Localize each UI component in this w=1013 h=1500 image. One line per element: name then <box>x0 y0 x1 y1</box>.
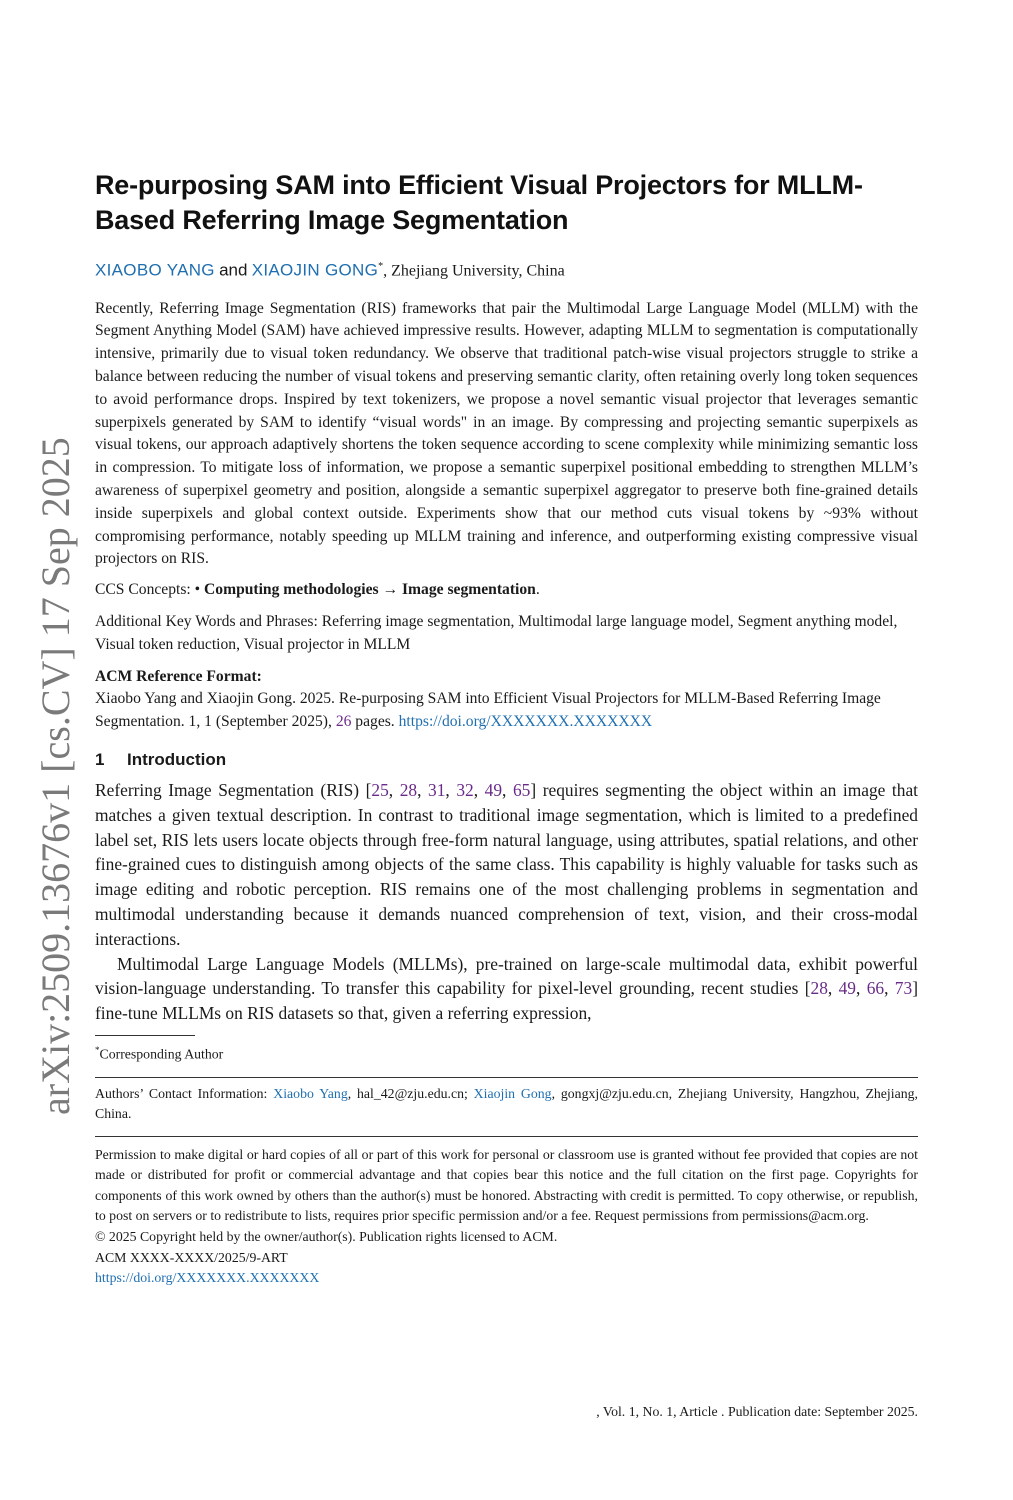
copyright-line: © 2025 Copyright held by the owner/author(s). Publication rights licensed to ACM. <box>95 1228 558 1244</box>
intro-paragraph-1: Referring Image Segmentation (RIS) [25, 28, 31, 32, 49, 65] requires segmenting the object within an image that matches a given textual description. In contrast to traditional image segmentation, which is limited to a predefined label set, RIS lets users locate objects through free-form natural language, using attributes, spatial relations, and other fine-grained cues to distinguish among objects of the same class. This capability is highly valuable for tasks such as image editing and robotic perception. RIS remains one of the most challenging problems in segmentation and multimodal understanding because it demands nuanced comprehension of text, vision, and their cross-modal interactions. <box>95 780 919 949</box>
doi-link[interactable]: https://doi.org/XXXXXXX.XXXXXXX <box>398 713 653 731</box>
permission-notice: Permission to make digital or hard copies of all or part of this work for personal or classroom use is granted without fee provided that copies are not made or distributed for profit or commercial advantage and that copies bear this notice and the full citation on the first page. Copyrights for components of this work owned by others than the author(s) must be honored. Abstracting with credit is permitted. To copy otherwise, or republish, to post on servers or to redistribute to lists, requires prior specific permission and/or a fee. Request permissions from permissions@acm.org. <box>95 1146 918 1224</box>
arxiv-identifier-stamp: arXiv:2509.13676v1 [cs.CV] 17 Sep 2025 <box>33 437 78 1115</box>
intro-p1-text-b: ] requires segmenting the object within an image that matches a given textual description. In contrast to traditional image segmentation, which is limited to a predefined label set, RIS lets users locate objects through free-form natural language, using attributes, spatial relations, and other fine-grained cues to distinguish among objects of the same class. This capability is highly valuable for tasks such as image editing and robotic perception. RIS remains one of the most challenging problems in segmentation and multimodal understanding because it demands nuanced comprehension of text, vision, and their cross-modal interactions. <box>95 780 919 949</box>
pages-word: pages. <box>351 713 395 731</box>
contact-email-2: , gongxj@zju.edu.cn, Zhejiang University, Hangzhou, Zhejiang, China. <box>95 1085 918 1121</box>
ccs-end: . <box>535 581 540 599</box>
footnote-text: Corresponding Author <box>99 1046 224 1062</box>
publication-footer: , Vol. 1, No. 1, Article . Publication date: September 2025. <box>596 1404 918 1419</box>
footer-doi-link[interactable]: https://doi.org/XXXXXXX.XXXXXXX <box>95 1270 320 1286</box>
author-affiliation: , Zhejiang University, China <box>383 262 565 280</box>
contact-email-1: , hal_42@zju.edu.cn; <box>347 1085 474 1101</box>
intro-p2-text-a: Multimodal Large Language Models (MLLMs), pre-trained on large-scale multimodal data, exhibit powerful vision-language understanding. To transfer this capability for pixel-level grounding, recent studies [ <box>95 953 918 999</box>
citation-link[interactable]: 49 <box>838 978 856 999</box>
ccs-subconcept: Image segmentation <box>401 581 536 599</box>
acm-reference-heading: ACM Reference Format: <box>95 667 262 685</box>
acm-reference <box>95 688 918 734</box>
citation-link[interactable]: 73 <box>894 978 913 999</box>
permission-divider <box>95 1136 918 1137</box>
corresponding-author-mark: * <box>378 261 384 272</box>
author-contact-information <box>95 1084 918 1124</box>
author-link-xiaobo-yang[interactable]: XIAOBO YANG <box>95 260 215 280</box>
footnote-divider <box>95 1035 195 1036</box>
keywords: Additional Key Words and Phrases: Referring image segmentation, Multimodal large language model, Segment anything model, Visual token reduction, Visual projector in MLLM <box>95 613 898 653</box>
contact-label: Authors’ Contact Information: <box>95 1085 274 1101</box>
author-conjunction: and <box>219 260 248 280</box>
introduction-body <box>95 778 918 1026</box>
acm-isbn-line: ACM XXXX-XXXX/2025/9-ART <box>95 1249 288 1265</box>
contact-link-xiaobo-yang[interactable]: Xiaobo Yang <box>273 1085 348 1101</box>
intro-paragraph-2: Multimodal Large Language Models (MLLMs), pre-trained on large-scale multimodal data, exhibit powerful vision-language understanding. To transfer this capability for pixel-level grounding, recent studies [28, 49, 66, 73] fine-tune MLLMs on RIS datasets so that, given a referring expression, <box>95 953 918 1024</box>
footnote-mark: * <box>95 1044 100 1055</box>
ccs-concept: Computing methodologies <box>204 581 379 599</box>
citation-link[interactable]: 49 <box>484 780 503 800</box>
citation-link[interactable]: 25 <box>371 780 389 800</box>
citation-link[interactable]: 66 <box>866 978 885 999</box>
citation-link[interactable]: 32 <box>456 780 474 800</box>
intro-p1-text-a: Referring Image Segmentation (RIS) [ <box>95 780 372 800</box>
ccs-label: CCS Concepts: • <box>95 581 201 599</box>
citation-link[interactable]: 28 <box>399 780 418 800</box>
pages-count-link[interactable]: 26 <box>335 713 352 731</box>
citation-link[interactable]: 65 <box>512 780 531 800</box>
section-heading-introduction <box>95 748 918 772</box>
section-title: Introduction <box>127 750 227 769</box>
abstract: Recently, Referring Image Segmentation (RIS) frameworks that pair the Multimodal Large Language Model (MLLM) with the Segment Anything Model (SAM) have achieved impressive results. However, adapting MLLM to segmentation is computationally intensive, primarily due to visual token redundancy. We observe that traditional patch-wise visual projectors struggle to strike a balance between reducing the number of visual tokens and preserving semantic clarity, often retaining overly long token sequences to avoid performance drops. Inspired by text tokenizers, we propose a novel semantic visual projector that leverages semantic superpixels generated by SAM to identify “visual words" in an image. By compressing and projecting semantic superpixels as visual tokens, our approach adaptively shortens the token sequence according to scene complexity while minimizing semantic loss in compression. To mitigate loss of information, we propose a semantic superpixel positional embedding to strengthen MLLM’s awareness of superpixel geometry and position, alongside a semantic superpixel aggregator to preserve both fine-grained details inside superpixels and global context outside. Experiments show that our method cuts visual tokens by ~93% without compromising performance, notably speeding up MLLM training and inference, and outperforming existing compressive visual projectors on RIS. <box>95 299 918 568</box>
paper-title: Re-purposing SAM into Efficient Visual Projectors for MLLM-Based Referring Image Segmentation <box>95 170 863 235</box>
author-link-xiaojin-gong[interactable]: XIAOJIN GONG <box>251 260 379 280</box>
citation-link[interactable]: 31 <box>428 780 446 800</box>
author-line <box>95 255 918 284</box>
paper-first-page <box>95 168 918 1289</box>
citation-link[interactable]: 28 <box>810 978 828 999</box>
intro-p2-text-b: ] fine-tune MLLMs on RIS datasets so that, given a referring expression, <box>95 978 918 1024</box>
ccs-arrow: → <box>378 581 402 599</box>
section-number: 1 <box>95 750 105 769</box>
contact-divider <box>95 1077 918 1078</box>
footnote <box>95 1040 918 1065</box>
acm-reference-text: Xiaobo Yang and Xiaojin Gong. 2025. Re-purposing SAM into Efficient Visual Projectors for MLLM-Based Referring Image Segmentation. 1, 1 (September 2025), <box>95 690 881 731</box>
ccs-concepts <box>95 579 918 602</box>
contact-link-xiaojin-gong[interactable]: Xiaojin Gong <box>473 1085 552 1101</box>
